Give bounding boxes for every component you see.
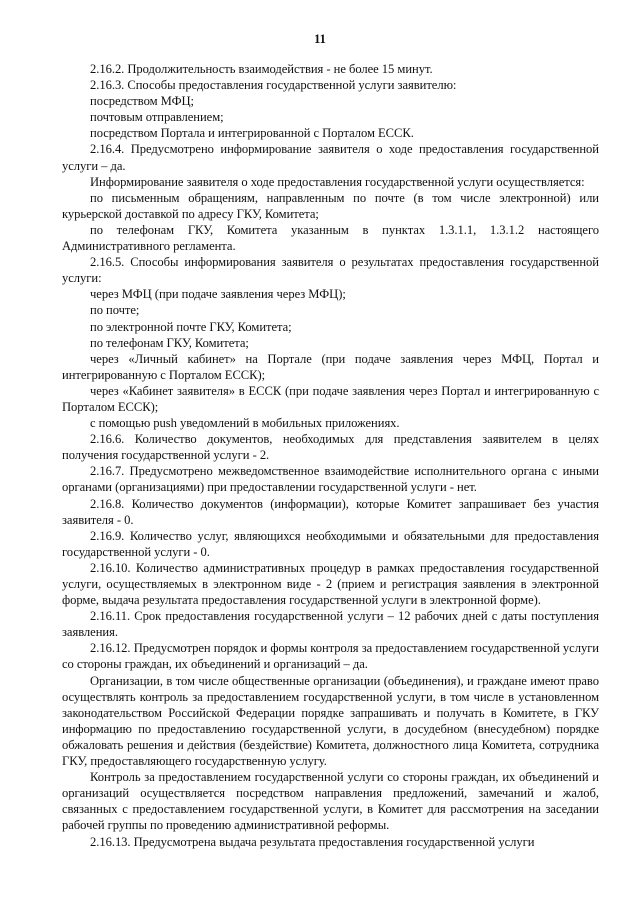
paragraph-2-16-4: 2.16.4. Предусмотрено информирование заявителя о ходе предоставления государственной услуги – да. bbox=[62, 142, 599, 173]
document-body bbox=[62, 61, 599, 850]
list-item: через МФЦ (при подаче заявления через МФЦ); bbox=[90, 287, 346, 302]
paragraph-2-16-12: 2.16.12. Предусмотрен порядок и формы контроля за предоставлением государственной услуги со стороны граждан, их объединений и организаций – да. bbox=[62, 641, 599, 672]
page-number: 11 bbox=[314, 32, 326, 46]
paragraph-2-16-9: 2.16.9. Количество услуг, являющихся необходимыми и обязательными для предоставления государственной услуги - 0. bbox=[62, 528, 599, 559]
list-item: почтовым отправлением; bbox=[90, 110, 224, 125]
list-item: по почте; bbox=[90, 303, 140, 318]
list-item: посредством Портала и интегрированной с Порталом ЕССК. bbox=[90, 126, 414, 141]
paragraph-2-16-7: 2.16.7. Предусмотрено межведомственное взаимодействие исполнительного органа с иными органами (организациями) при предоставлении государственной услуги - нет. bbox=[62, 464, 599, 495]
paragraph-2-16-8: 2.16.8. Количество документов (информации), которые Комитет запрашивает без участия заявителя - 0. bbox=[62, 496, 599, 527]
list-item: по телефонам ГКУ, Комитета; bbox=[90, 335, 249, 350]
list-item: по письменным обращениям, направленным по почте (в том числе электронной) или курьерской доставкой по адресу ГКУ, Комитета; bbox=[62, 190, 599, 221]
paragraph-2-16-10: 2.16.10. Количество административных процедур в рамках предоставления государственной услуги, осуществляемых в электронном виде - 2 (прием и регистрация заявления в электронной форме, выдача результата предоставления государственной услуги в электронной форме). bbox=[62, 560, 599, 608]
paragraph-informing-intro: Информирование заявителя о ходе предоставления государственной услуги осуществляется: bbox=[90, 174, 585, 189]
list-item: через «Кабинет заявителя» в ЕССК (при подаче заявления через Портал и интегрированную с Порталом ЕССК); bbox=[62, 383, 599, 414]
paragraph-2-16-13: 2.16.13. Предусмотрена выдача результата предоставления государственной услуги bbox=[90, 834, 535, 849]
list-item: с помощью push уведомлений в мобильных приложениях. bbox=[90, 416, 400, 431]
list-item: через «Личный кабинет» на Портале (при подаче заявления через МФЦ, Портал и интегрированную с Порталом ЕССК); bbox=[62, 351, 599, 382]
list-item: по телефонам ГКУ, Комитета указанным в пунктах 1.3.1.1, 1.3.1.2 настоящего Административного регламента. bbox=[62, 222, 599, 254]
paragraph-2-16-3: 2.16.3. Способы предоставления государственной услуги заявителю: bbox=[90, 78, 457, 93]
list-item: посредством МФЦ; bbox=[90, 94, 194, 109]
paragraph-2-16-11: 2.16.11. Срок предоставления государственной услуги – 12 рабочих дней с даты поступления заявления. bbox=[62, 609, 599, 640]
paragraph-2-16-2: 2.16.2. Продолжительность взаимодействия - не более 15 минут. bbox=[90, 62, 433, 76]
paragraph-organizations: Организации, в том числе общественные организации (объединения), и граждане имеют право осуществлять контроль за предоставлением государственной услуги, в том числе в установленном законодательством Российской Федерации порядке запрашивать и получать в Комитете, в ГКУ информацию по предоставлению государственной услуги, в досудебном (внесудебном) порядке обжаловать решения и действия (бездействие) Комитета, должностного лица Комитета, сотрудника ГКУ, предоставляющего государственную услугу. bbox=[62, 673, 599, 769]
paragraph-control: Контроль за предоставлением государственной услуги со стороны граждан, их объединений и организаций осуществляется посредством направления предложений, замечаний и жалоб, связанных с предоставлением государственной услуги, в Комитет для рассмотрения на заседании рабочей группы по проведению административной реформы. bbox=[62, 770, 599, 833]
paragraph-2-16-5: 2.16.5. Способы информирования заявителя о результатах предоставления государственной услуги: bbox=[62, 255, 599, 286]
list-item: по электронной почте ГКУ, Комитета; bbox=[90, 319, 292, 334]
paragraph-2-16-6: 2.16.6. Количество документов, необходимых для представления заявителем в целях получения государственной услуги - 2. bbox=[62, 432, 599, 463]
